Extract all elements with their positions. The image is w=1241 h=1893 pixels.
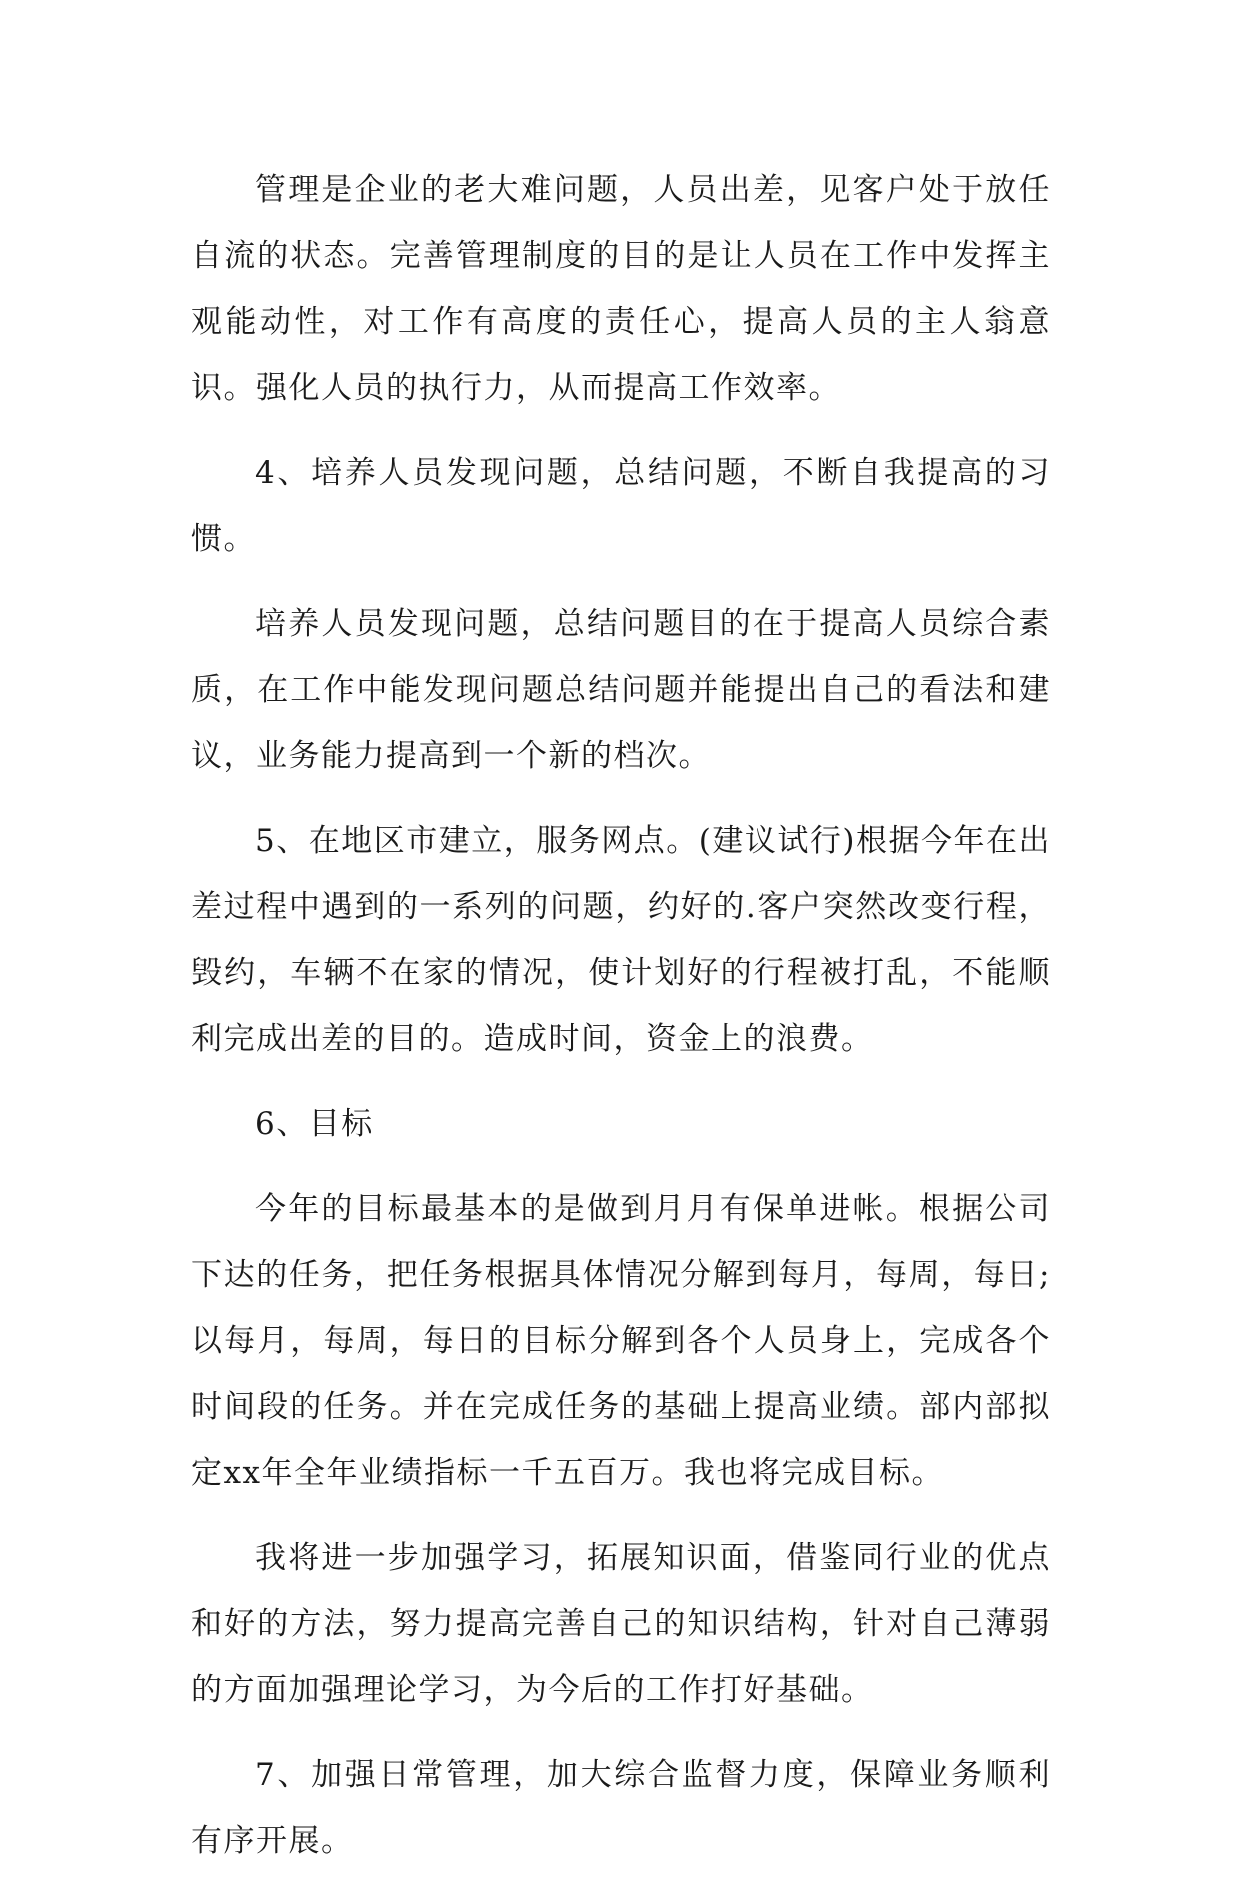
paragraph-management: 管理是企业的老大难问题，人员出差，见客户处于放任自流的状态。完善管理制度的目的是让人员在工作中发挥主观能动性，对工作有高度的责任心，提高人员的主人翁意识。强化人员的执行力，从而提高工作效率。 [191,172,1051,406]
paragraph-item-4-heading: 4、培养人员发现问题，总结问题，不断自我提高的习惯。 [191,455,1051,557]
paragraph-item-5: 5、在地区市建立，服务网点。(建议试行)根据今年在出差过程中遇到的一系列的问题，约好的.客户突然改变行程，毁约，车辆不在家的情况，使计划好的行程被打乱，不能顺利完成出差的目的。造成时间，资金上的浪费。 [191,823,1051,1057]
paragraph-item-4-body: 培养人员发现问题，总结问题目的在于提高人员综合素质，在工作中能发现问题总结问题并能提出自己的看法和建议，业务能力提高到一个新的档次。 [191,606,1051,774]
paragraph-item-7: 7、加强日常管理，加大综合监督力度，保障业务顺利有序开展。 [191,1757,1051,1859]
paragraph-learning: 我将进一步加强学习，拓展知识面，借鉴同行业的优点和好的方法，努力提高完善自己的知识结构，针对自己薄弱的方面加强理论学习，为今后的工作打好基础。 [191,1540,1051,1708]
document-body [191,157,1051,1893]
paragraph-item-6-heading: 6、目标 [255,1106,374,1142]
paragraph-item-6-body: 今年的目标最基本的是做到月月有保单进帐。根据公司下达的任务，把任务根据具体情况分解到每月，每周，每日;以每月，每周，每日的目标分解到各个人员身上，完成各个时间段的任务。并在完成任务的基础上提高业绩。部内部拟定xx年全年业绩指标一千五百万。我也将完成目标。 [191,1191,1051,1491]
